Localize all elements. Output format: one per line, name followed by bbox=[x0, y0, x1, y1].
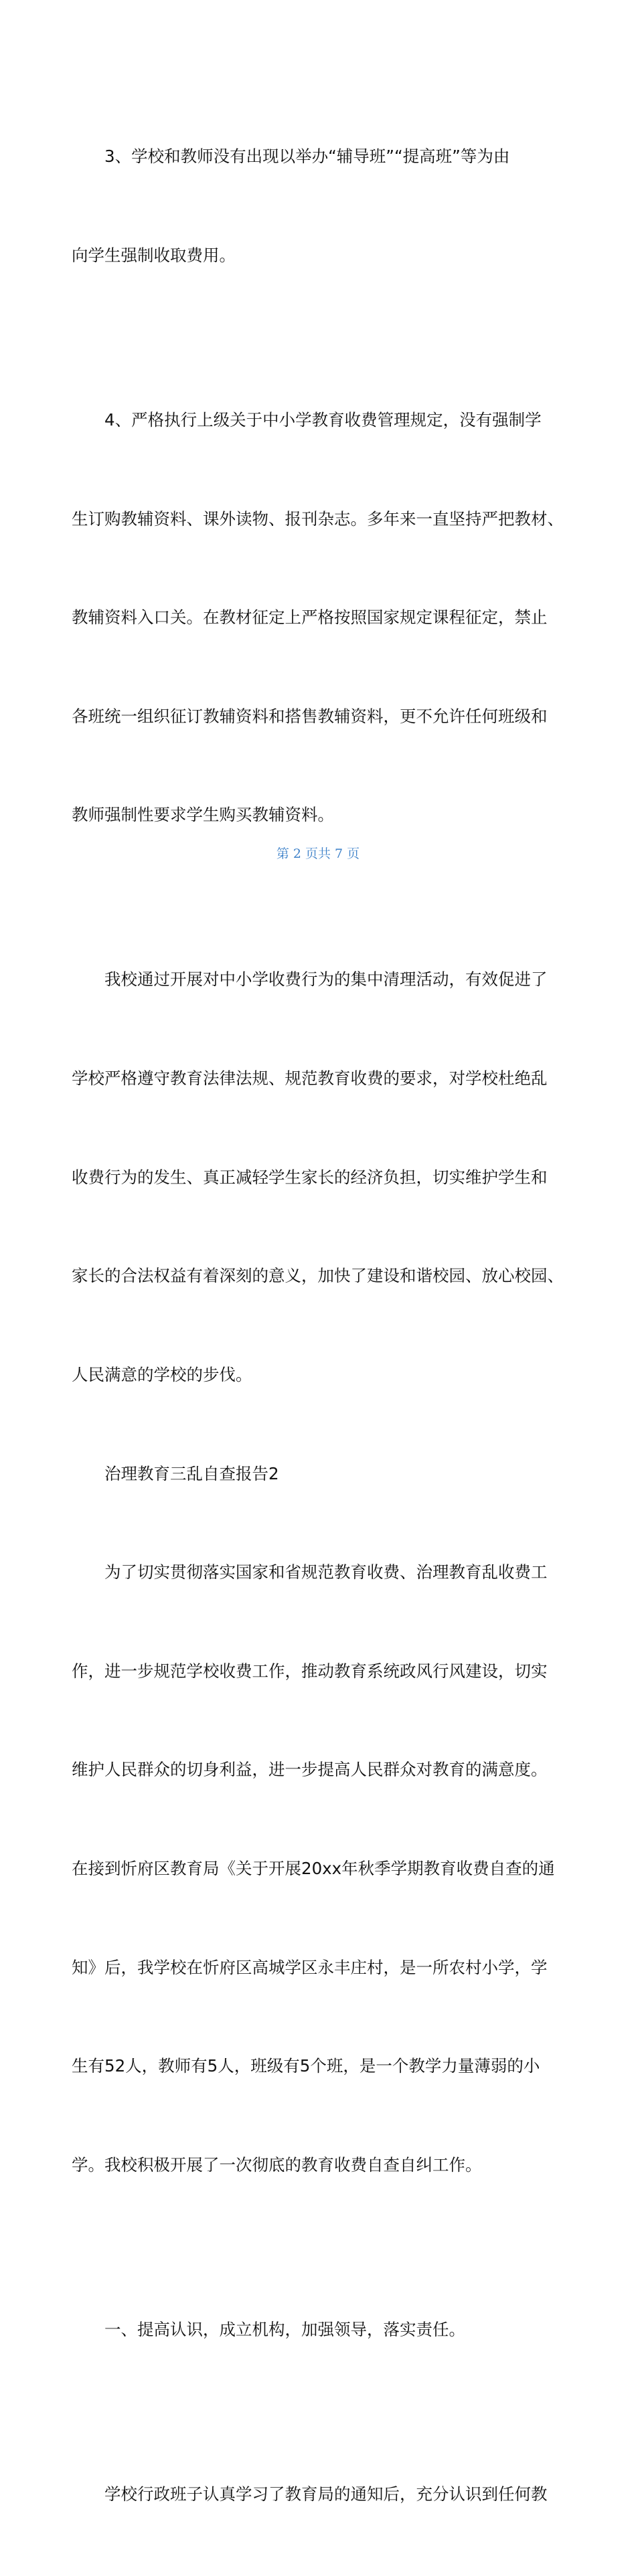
paragraph-item-4 bbox=[72, 338, 564, 897]
text-line: 家长的合法权益有着深刻的意义，加快了建设和谐校园、放心校园、 bbox=[72, 1266, 564, 1286]
paragraph-section-one bbox=[72, 2411, 564, 2576]
text-line: 一、提高认识，成立机构，加强领导，落实责任。 bbox=[104, 2319, 465, 2339]
paragraph-summary bbox=[72, 897, 564, 1457]
page-number-footer: 第 2 页共 7 页 bbox=[276, 846, 360, 861]
report-heading: 治理教育三乱自查报告2 bbox=[104, 1463, 279, 1483]
text-line: 各班统一组织征订教辅资料和搭售教辅资料，更不允许任何班级和 bbox=[72, 706, 548, 726]
text-line: 收费行为的发生、真正减轻学生家长的经济负担，切实维护学生和 bbox=[72, 1167, 548, 1187]
text-line: 学校严格遵守教育法律法规、规范教育收费的要求，对学校杜绝乱 bbox=[72, 1069, 548, 1089]
text-line: 4、严格执行上级关于中小学教育收费管理规定，没有强制学 bbox=[104, 410, 542, 430]
text-line: 学。我校积极开展了一次彻底的教育收费自查自纠工作。 bbox=[72, 2154, 482, 2175]
text-line: 3、学校和教师没有出现以举办“辅导班”“提高班”等为由 bbox=[104, 147, 510, 167]
paragraph-item-3 bbox=[72, 74, 564, 338]
text-line: 人民满意的学校的步伐。 bbox=[72, 1364, 252, 1384]
text-line: 为了切实贯彻落实国家和省规范教育收费、治理教育乱收费工 bbox=[104, 1562, 548, 1582]
text-line: 向学生强制收取费用。 bbox=[72, 246, 236, 266]
text-line: 学校行政班子认真学习了教育局的通知后，充分认识到任何教 bbox=[104, 2484, 548, 2504]
text-line: 教辅资料入口关。在教材征定上严格按照国家规定课程征定，禁止 bbox=[72, 608, 548, 628]
text-line: 维护人民群众的切身利益，进一步提高人民群众对教育的满意度。 bbox=[72, 1760, 548, 1780]
text-line: 知》后，我学校在忻府区高城学区永丰庄村，是一所农村小学，学 bbox=[72, 1957, 548, 1977]
paragraph-intro bbox=[72, 1490, 564, 2247]
section-heading-one bbox=[72, 2247, 564, 2411]
text-line: 生有52人，教师有5人，班级有5个班，是一个教学力量薄弱的小 bbox=[72, 2056, 540, 2076]
document-body bbox=[72, 74, 564, 2576]
text-line: 教师强制性要求学生购买教辅资料。 bbox=[72, 805, 334, 825]
text-line: 在接到忻府区教育局《关于开展20xx年秋季学期教育收费自查的通 bbox=[72, 1858, 555, 1878]
text-line: 生订购教辅资料、课外读物、报刊杂志。多年来一直坚持严把教材、 bbox=[72, 509, 564, 529]
text-line: 我校通过开展对中小学收费行为的集中清理活动，有效促进了 bbox=[104, 970, 548, 990]
text-line: 作，进一步规范学校收费工作，推动教育系统政风行风建设，切实 bbox=[72, 1661, 548, 1681]
